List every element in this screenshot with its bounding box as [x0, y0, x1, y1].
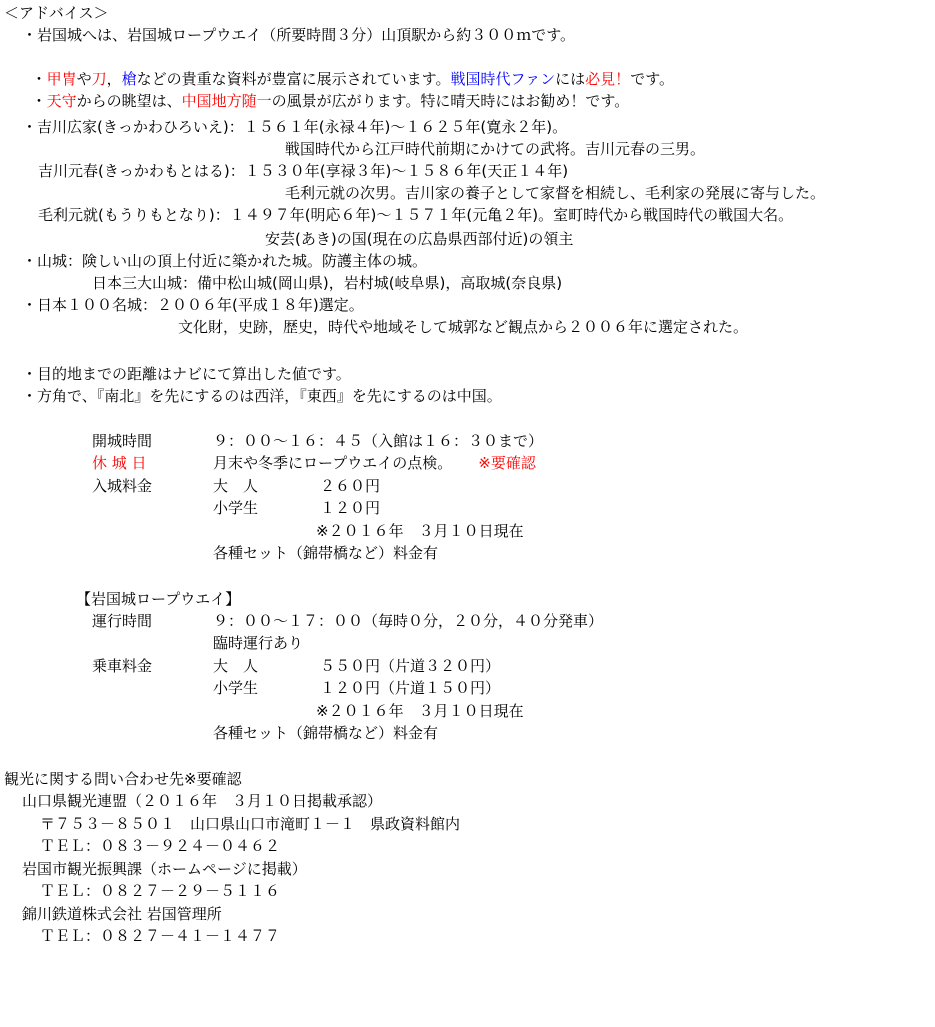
admission-date-note: ※２０１６年 ３月１０日現在 [316, 522, 524, 540]
hiroie-desc: 戦国時代から江戸時代前期にかけての武将。吉川元春の三男。 [285, 140, 706, 158]
text: です。 [630, 70, 674, 88]
motoharu-line: 吉川元春(きっかわもとはる)：１５３０年(享禄３年)～１５８６年(天正１４年) [38, 162, 569, 180]
highlight-tenshu: 天守 [46, 92, 77, 110]
advice-heading: ＜アドバイス＞ [4, 4, 109, 22]
motonari-line: 毛利元就(もうりもとなり)：１４９７年(明応６年)～１５７１年(元亀２年)。室町時代から戦国時代の戦国大名。 [38, 206, 794, 224]
text: や [76, 70, 92, 88]
ropeway-date-note: ※２０１６年 ３月１０日現在 [316, 702, 524, 720]
open-hours-label: 開城時間 [92, 432, 153, 450]
text: の風景が広がります。特に晴天時にはお勧め！です。 [271, 92, 630, 110]
text: ， [106, 70, 122, 88]
ropeway-child-value: １２０円（片道１５０円） [320, 679, 501, 697]
contact-org2-tel: ＴＥＬ：０８２７－２９－５１１６ [40, 882, 281, 900]
admission-set-note: 各種セット（錦帯橋など）料金有 [213, 544, 439, 562]
closed-days-text: 月末や冬季にロープウエイの点検。 [213, 454, 453, 472]
hiroie-line: ・吉川広家(きっかわひろいえ)：１５６１年(永禄４年)～１６２５年(寛永２年)。 [22, 118, 568, 136]
closed-days-note: ※要確認 [478, 454, 536, 472]
closed-days-value [213, 452, 536, 474]
ropeway-hours-label: 運行時間 [92, 612, 153, 630]
note-direction: ・方角で、『南北』を先にするのは西洋，『東西』を先にするのは中国。 [22, 387, 502, 405]
ropeway-child-label: 小学生 [213, 679, 259, 697]
highlight-must-see: 必見！ [585, 70, 631, 88]
hyakumeijo-line: ・日本１００名城：２００６年(平成１８年)選定。 [22, 296, 364, 314]
contact-org1: 山口県観光連盟（２０１６年 ３月１０日掲載承認） [22, 792, 383, 810]
ropeway-fare-label: 乗車料金 [92, 657, 153, 675]
ropeway-extra: 臨時運行あり [213, 634, 304, 652]
text: には [555, 70, 586, 88]
open-hours-value: ９：００～１６：４５（入館は１６：３０まで） [213, 432, 544, 450]
ropeway-hours-value: ９：００～１７：００（毎時０分，２０分，４０分発車） [213, 612, 604, 630]
motoharu-desc: 毛利元就の次男。吉川家の養子として家督を相続し、毛利家の発展に寄与した。 [285, 184, 826, 202]
contact-org2: 岩国市観光振興課（ホームページに掲載） [22, 860, 307, 878]
text: などの貴重な資料が豊富に展示されています。 [136, 70, 451, 88]
contact-org1-address: 〒７５３－８５０１ 山口県山口市滝町１－１ 県政資料館内 [40, 815, 461, 833]
contact-org3-tel: ＴＥＬ：０８２７－４１－１４７７ [40, 927, 281, 945]
ropeway-adult-label: 大 人 [213, 657, 259, 675]
contact-org3: 錦川鉄道株式会社 岩国管理所 [22, 905, 222, 923]
contact-org1-tel: ＴＥＬ：０８３－９２４－０４６２ [40, 837, 281, 855]
admission-child-value: １２０円 [320, 499, 381, 517]
advice-view [22, 68, 629, 112]
closed-days-label: 休 城 日 [92, 454, 147, 472]
highlight-spear: 槍 [121, 70, 137, 88]
advice-ropeway-access: ・岩国城へは、岩国城ロープウエイ（所要時間３分）山頂駅から約３００ｍです。 [22, 26, 576, 44]
highlight-sword: 刀 [91, 70, 107, 88]
yamajiro-def: ・山城：険しい山の頂上付近に築かれた城。防護主体の城。 [22, 252, 428, 270]
highlight-armor: 甲冑 [46, 70, 77, 88]
highlight-chugoku-best: 中国地方随一 [181, 92, 272, 110]
text: からの眺望は、 [76, 92, 182, 110]
admission-child-label: 小学生 [213, 499, 259, 517]
yamajiro-big-three: 日本三大山城：備中松山城(岡山県)，岩村城(岐阜県)，高取城(奈良県) [92, 274, 563, 292]
motonari-desc: 安芸(あき)の国(現在の広島県西部付近)の領主 [265, 230, 574, 248]
ropeway-set-note: 各種セット（錦帯橋など）料金有 [213, 724, 439, 742]
highlight-sengoku-fans: 戦国時代ファン [450, 70, 556, 88]
admission-label: 入城料金 [92, 477, 153, 495]
hyakumeijo-desc: 文化財，史跡，歴史，時代や地域そして城郭など観点から２００６年に選定された。 [178, 318, 749, 336]
bullet: ・ [31, 92, 47, 110]
admission-adult-value: ２６０円 [320, 477, 381, 495]
admission-adult-label: 大 人 [213, 477, 259, 495]
ropeway-adult-value: ５５０円（片道３２０円） [320, 657, 501, 675]
ropeway-heading: 【岩国城ロープウエイ】 [76, 590, 241, 608]
bullet: ・ [31, 70, 47, 88]
note-distance: ・目的地までの距離はナビにて算出した値です。 [22, 365, 351, 383]
contacts-heading: 観光に関する問い合わせ先※要確認 [4, 770, 242, 788]
